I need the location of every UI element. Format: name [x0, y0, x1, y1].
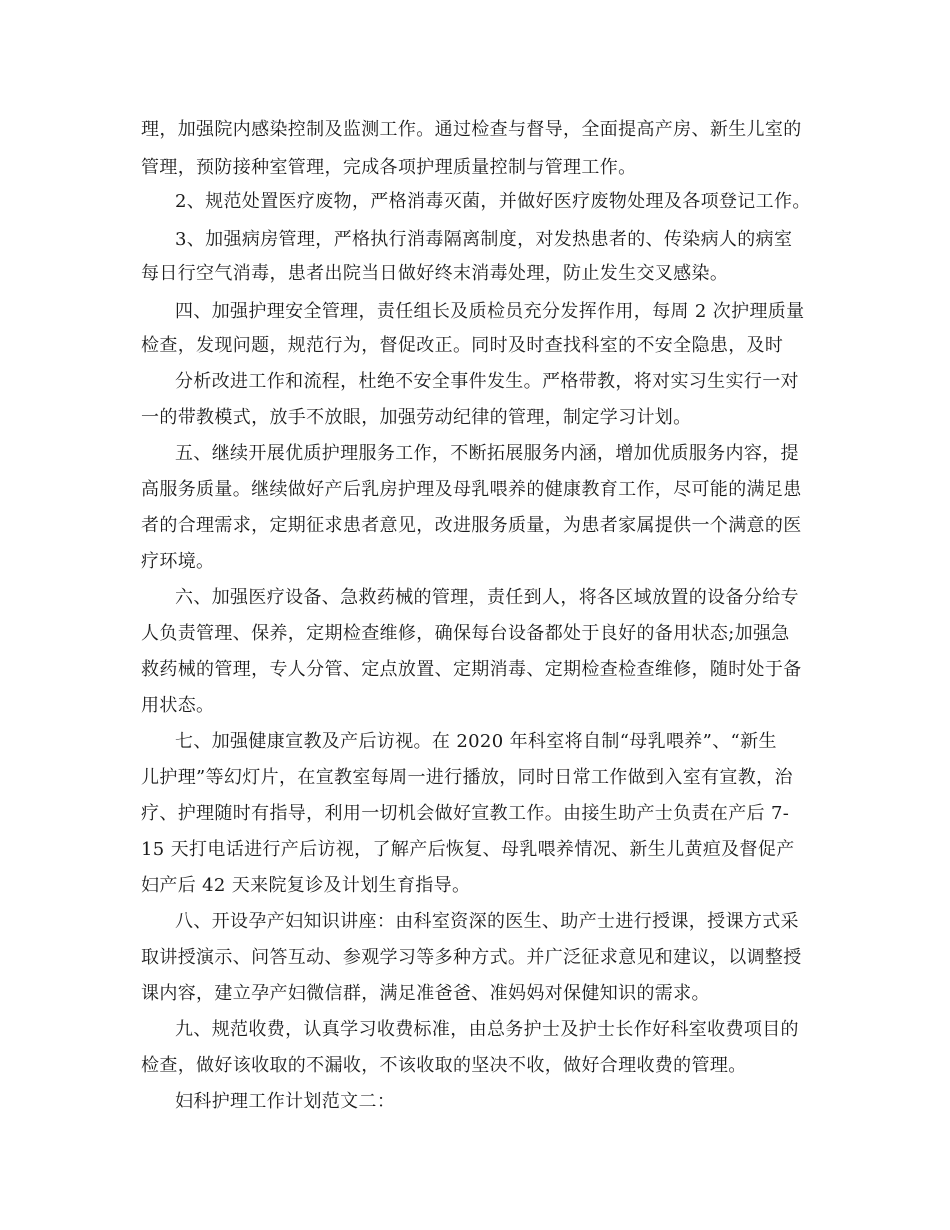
- text-line: 课内容，建立孕产妇微信群，满足准爸爸、准妈妈对保健知识的需求。: [141, 983, 710, 1004]
- text-line: 八、开设孕产妇知识讲座：由科室资深的医生、助产士进行授课，授课方式采: [175, 911, 799, 932]
- text-line: 一的带教模式，放手不放眼，加强劳动纪律的管理，制定学习计划。: [141, 407, 692, 428]
- text-line: 七、加强健康宣教及产后访视。在 2020 年科室将自制“母乳喂养”、“新生: [175, 731, 777, 752]
- text-line: 妇产后 42 天来院复诊及计划生育指导。: [141, 875, 471, 896]
- text-line: 分析改进工作和流程，杜绝不安全事件发生。严格带教，将对实习生实行一对: [175, 371, 799, 392]
- text-line: 者的合理需求，定期征求患者意见，改进服务质量，为患者家属提供一个满意的医: [141, 515, 802, 536]
- text-line: 2、规范处置医疗废物，严格消毒灭菌，并做好医疗废物处理及各项登记工作。: [175, 191, 811, 212]
- text-line: 四、加强护理安全管理，责任组长及质检员充分发挥作用，每周 2 次护理质量: [175, 301, 805, 322]
- section-heading: 妇科护理工作计划范文二：: [175, 1091, 396, 1112]
- text-line: 六、加强医疗设备、急救药械的管理，责任到人，将各区域放置的设备分给专: [175, 587, 799, 608]
- text-line: 检查，发现问题，规范行为，督促改正。同时及时查找科室的不安全隐患，及时: [141, 335, 784, 356]
- text-line: 救药械的管理，专人分管、定点放置、定期消毒、定期检查检查维修，随时处于备: [141, 659, 802, 680]
- text-line: 管理，预防接种室管理，完成各项护理质量控制与管理工作。: [141, 157, 637, 178]
- text-line: 用状态。: [141, 695, 215, 716]
- text-line: 五、继续开展优质护理服务工作，不断拓展服务内涵，增加优质服务内容，提: [175, 443, 799, 464]
- text-line: 检查，做好该收取的不漏收，不该收取的坚决不收，做好合理收费的管理。: [141, 1055, 747, 1076]
- text-line: 儿护理”等幻灯片，在宣教室每周一进行播放，同时日常工作做到入室有宣教，治: [141, 767, 793, 788]
- text-line: 疗环境。: [141, 551, 215, 572]
- text-line: 九、规范收费，认真学习收费标准，由总务护士及护士长作好科室收费项目的: [175, 1019, 799, 1040]
- text-line: 高服务质量。继续做好产后乳房护理及母乳喂养的健康教育工作，尽可能的满足患: [141, 479, 802, 500]
- text-line: 15 天打电话进行产后访视，了解产后恢复、母乳喂养情况、新生儿黄疸及督促产: [141, 839, 795, 860]
- text-line: 人负责管理、保养，定期检查维修，确保每台设备都处于良好的备用状态;加强急: [141, 623, 790, 644]
- text-line: 3、加强病房管理，严格执行消毒隔离制度，对发热患者的、传染病人的病室: [175, 229, 793, 250]
- text-line: 每日行空气消毒，患者出院当日做好终末消毒处理，防止发生交叉感染。: [141, 263, 729, 284]
- text-line: 疗、护理随时有指导，利用一切机会做好宣教工作。由接生助产士负责在产后 7-: [141, 803, 790, 824]
- text-line: 理，加强院内感染控制及监测工作。通过检查与督导，全面提高产房、新生儿室的: [141, 119, 802, 140]
- text-line: 取讲授演示、问答互动、参观学习等多种方式。并广泛征求意见和建议，以调整授: [141, 947, 802, 968]
